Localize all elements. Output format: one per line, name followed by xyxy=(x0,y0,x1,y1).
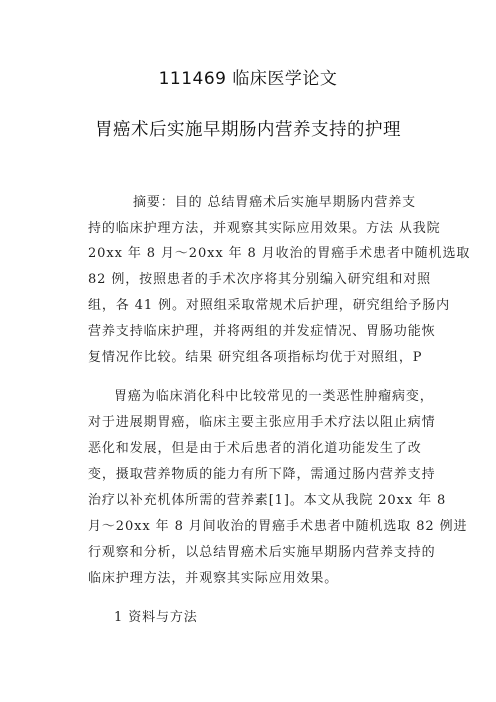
abstract-line: 82 例，按照患者的手术次序将其分别编入研究组和对照 xyxy=(88,272,432,287)
paper-id-title: 111469 临床医学论文 xyxy=(158,69,338,89)
intro-line: 变，摄取营养物质的能力有所下降，需通过肠内营养支持 xyxy=(88,467,436,482)
section-heading: 1 资料与方法 xyxy=(114,610,198,625)
intro-line: 对于进展期胃癌，临床主要主张应用手术疗法以阻止病情 xyxy=(88,415,436,430)
abstract-line: 20xx 年 8 月～20xx 年 8 月收治的胃癌手术患者中随机选取 xyxy=(88,246,471,261)
abstract-line: 营养支持临床护理，并将两组的并发症情况、胃肠功能恢 xyxy=(88,324,436,339)
intro-line: 恶化和发展，但是由于术后患者的消化道功能发生了改 xyxy=(88,441,422,456)
intro-line: 治疗以补充机体所需的营养素[1]。本文从我院 20xx 年 8 xyxy=(88,493,447,508)
intro-line: 月～20xx 年 8 月间收治的胃癌手术患者中随机选取 82 例进 xyxy=(88,519,468,534)
intro-line: 临床护理方法，并观察其实际应用效果。 xyxy=(88,571,339,586)
paper-main-title: 胃癌术后实施早期肠内营养支持的护理 xyxy=(95,120,401,140)
abstract-line: 复情况作比较。结果 研究组各项指标均优于对照组，P xyxy=(88,350,423,365)
intro-line: 行观察和分析，以总结胃癌术后实施早期肠内营养支持的 xyxy=(88,545,436,560)
abstract-line: 组，各 41 例。对照组采取常规术后护理，研究组给予肠内 xyxy=(88,298,451,313)
intro-line: 胃癌为临床消化科中比较常见的一类恶性肿瘤病变， xyxy=(114,389,434,404)
abstract-line: 摘要：目的 总结胃癌术后实施早期肠内营养支 xyxy=(133,195,417,210)
abstract-line: 持的临床护理方法，并观察其实际应用效果。方法 从我院 xyxy=(88,221,441,236)
